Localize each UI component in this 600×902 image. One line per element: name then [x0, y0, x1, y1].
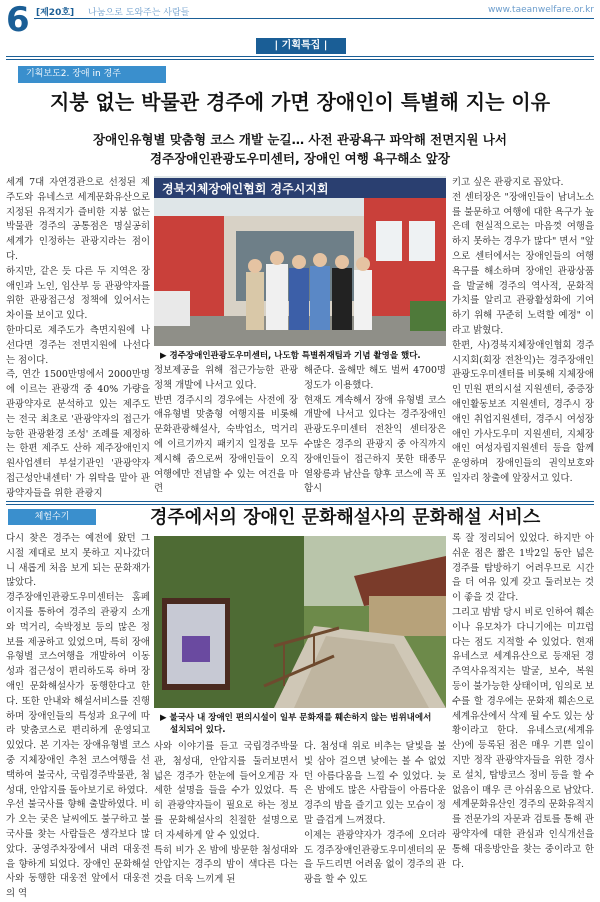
- header-rule: [34, 18, 594, 19]
- article2-column-3: 다. 첨성대 위로 비추는 달빛을 불빛 삼아 걸으면 낮에는 볼 수 없었던 아름다움을 느낄 수 있었다. 늦은 밤에도 많은 사람들이 아름다운 경주의 밤을 즐기고 있는 모습이 정말 즐겁게 느껴졌다. 이제는 관광약자가 경주에 오더라도 경주장애인관광도우미센터의 문을 두드리면 어려움 없이 경주의 관광을 할 수 있도: [304, 741, 446, 886]
- section-tag: | 기획특집 |: [256, 38, 346, 54]
- article1-column-2: 정보제공을 위해 접근가능한 관광정책 개발에 나서고 있다. 반면 경주시의 경우에는 사전에 장애유형별 맞춤형 여행지를 비롯해 문화관광해설사, 숙박업소, 먹거리에 이르기까지 패키지 일정을 모두 제시해 줌으로써 장애인들이 오직 여행에만 전념할 수 있는 여건을 마련: [154, 365, 298, 495]
- report-tag: 기획보도2. 장애 in 경주: [18, 66, 166, 83]
- article1-column-3: 해준다. 올해만 해도 벌써 4700명 정도가 이용했다. 현재도 계속해서 장애 유형별 코스 개발에 나서고 있다는 경주장애인관광도우미센터 전찬익 센터장은 수많은 경주의 관광지 중 아직까지 장애인들이 접근하지 못한 태종무열왕릉과 남산을 향후 코스에 꼭 포함시: [304, 365, 446, 495]
- group-photo-illustration: [154, 176, 446, 346]
- article1-headline: 지붕 없는 박물관 경주에 가면 장애인이 특별해 지는 이유: [49, 90, 551, 114]
- page-header: [0, 0, 600, 40]
- article1-subhead-1: 장애인유형별 맞춤형 코스 개발 눈길… 사전 관광욕구 파악해 전면지원 나서: [93, 132, 507, 147]
- article2-column-1: 다시 찾은 경주는 예전에 왔던 그 시절 제대로 보지 못하고 지나갔더니 새롭게 처음 보게 되는 문화재가 많았다. 경주장애인관광도우미센터는 홈페이지를 통하여 경주의 관광지 소개와 먹거리, 숙박정보 등의 많은 정보를 제공하고 있었으며, 특히 장애유형별 코스여행을 개발하여 이동성과 접근성이 편리하도록 하며 장애인 문화해설사가 동행한다고 한다. 또한 안내와 해설서비스를 진행하며 장애인들의 특성과 요구에 따라 맞춤코스로 편리하게 운영되고 있었다. 본 기자는 장애유형별 코스 중 지체장애인 추천 코스여행을 선택하여 불국사, 국립경주박물관, 첨성대, 안압지를 돌아보기로 하였다. 우선 불국사를 향해 출발하였다. 비가 오는 궂은 날씨에도 불구하고 불국사를 찾는 사람들은 생각보다 많았다. 공영주차장에서 내려 대웅전을 향하게 되었다. 장애인 문화해설사와 동행한 대웅전 앞에서 대웅전의 역: [6, 533, 150, 900]
- article1-column-1: 세계 7대 자연경관으로 선정된 제주도와 유네스코 세계문화유산으로 지정된 유적지가 즐비한 지붕 없는 박물관 경주의 공통점은 명실공히 세계가 인정하는 관광지라는 점이다. 하지만, 같은 듯 다른 두 지역은 장애인과 노인, 임산부 등 관광약자를 위한 관광접근성 정책에 있어서는 차이를 보이고 있다. 한마디로 제주도가 측면지원에 나선다면 경주는 전면지원에 나선다는 점이다. 즉, 연간 1500만명에서 2000만명에 이르는 관광객 중 40% 가량을 관광약자로 분석하고 있는 제주도는 전국 최초로 '관광약자의 접근가능한 관광환경 조성' 조례를 제정하는 한편 제주도 산하 제주장애인지원사업센터 부설기관인 '관광약자접근성안내센터' 가 위탁을 맡아 관광약자들을 위한 관광지: [6, 177, 150, 499]
- article-separator: [6, 501, 594, 505]
- article2-column-4: 록 잘 정리되어 있었다. 하지만 아쉬운 점은 짧은 1박2일 동안 넓은 경주를 탐방하기 어려우므로 시간을 더 여유 있게 갖고 둘러보는 것이 좋을 것 같다. 그리고 밤밤 당시 비로 인하여 훼손이나 유모차가 다니기에는 미끄럽다는 점도 지적할 수 있었다. 현재 유네스코 세계유산으로 등재된 경주역사유적지는 발굴, 보수, 복원 등이 불가능한 상태이며, 임의로 보수를 할 경우에는 문화재 훼손으로 세계유산에서 삭제 될 수도 있는 상황이라고 한다. 유네스코(세계유산)에 등록된 점은 매우 기쁜 일이지만 정작 관광약자들을 위한 경사로 설치, 탑방코스 정비 등을 할 수 없음이 매우 큰 아쉬움으로 남았다. 세계문화유산인 경주의 문화유적지를 전문가의 자문과 검토를 통해 관광약자에 대한 관심과 인식개선을 통해 대응방안을 찾는 중이라고 한다.: [452, 533, 594, 870]
- article1-subhead-2: 경주장애인관광도우미센터, 장애인 여행 욕구해소 앞장: [150, 151, 450, 166]
- temple-photo: [154, 536, 446, 708]
- temple-photo-caption-line1: ▶ 불국사 내 장애인 편의시설이 일부 문화재를 훼손하지 않는 범위내에서: [160, 713, 432, 723]
- group-photo: [154, 176, 446, 346]
- issue-number: [제20호]: [36, 8, 75, 18]
- website-url: www.taeanwelfare.or.kr: [487, 5, 594, 15]
- newsletter-slogan: 나눔으로 도와주는 사람들: [88, 8, 190, 18]
- building-sign: 경북지체장애인협회 경주시지회: [162, 182, 329, 196]
- page-number: 6: [6, 0, 30, 40]
- article2-headline: 경주에서의 장애인 문화해설사의 문화해설 서비스: [150, 507, 541, 528]
- temple-photo-caption-line2: 설치되어 있다.: [170, 725, 226, 735]
- article2-column-2: 사와 이야기를 듣고 국립경주박물관, 첨성대, 안압지를 둘러보면서 넓은 경주가 한눈에 들어오게끔 자세한 설명을 들을 수가 있었다. 특히 관광약자들이 필요로 하는 정보를 문화해설사의 친절한 설명으로 더 자세하게 알 수 있었다. 특히 비가 온 밤에 방문한 첨성대와 안압지는 경주의 밤이 색다른 다는 것을 더욱 느끼게 된: [154, 741, 298, 886]
- article1-column-4: 키고 싶은 관광지로 꼽았다. 전 센터장은 "장애인들이 남녀노소를 불문하고 여행에 대한 욕구가 높은데 현실적으로는 마음껏 여행을 하지 못하는 경우가 많다" 면서 "앞으로 센터에서는 장애인들의 여행욕구를 해소하며 장애인 관광상품을 발굴해 경주의 역사적, 문화적 가치를 알리고 관광활성화에 기여하기 위해 꾸준히 노력할 예정" 이라고 밝혔다. 한편, 사)경북지체장애인협회 경주시지회(회장 전찬익)는 경주장애인관광도우미센터를 비롯해 지체장애인 민원 편의시설 지원센터, 중증장애인활동보조 지원센터, 경주시 장애인 취업지원센터, 경주시 여성장애인 가사도우미 지원센터, 지체장애인 여성자립지원센터 등을 함께 운영하며 장애인들의 권익보호와 일자리 창출에 앞장서고 있다.: [452, 177, 594, 484]
- section-rule: [6, 56, 594, 60]
- group-photo-caption: ▶ 경주장애인관광도우미센터, 나도함 특별취재팀과 기념 촬영을 했다.: [160, 351, 421, 361]
- temple-photo-illustration: [154, 536, 446, 708]
- essay-tag: 체험수기: [8, 509, 96, 525]
